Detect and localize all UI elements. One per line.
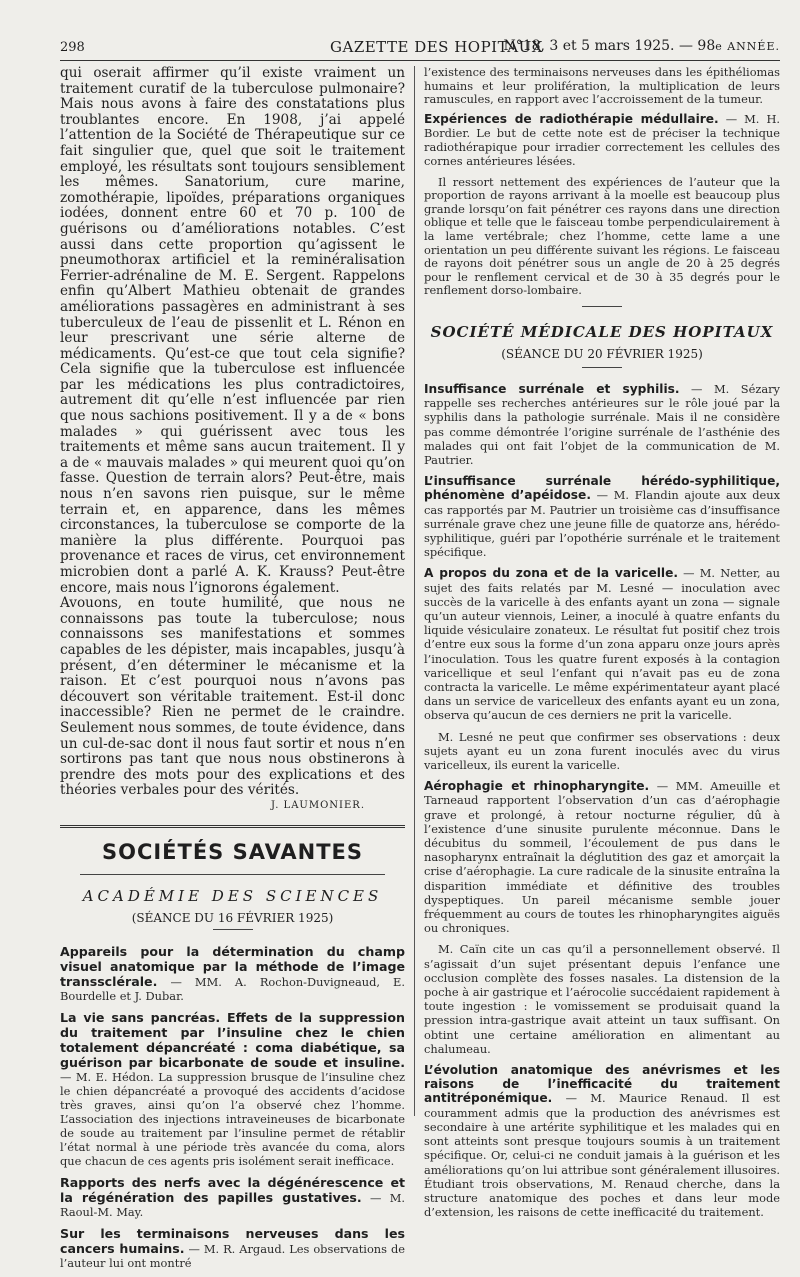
section-title-societes: SOCIÉTÉS SAVANTES bbox=[101, 839, 364, 864]
page-header bbox=[60, 36, 780, 58]
header-rule bbox=[60, 60, 780, 61]
academie-title: ACADÉMIE DES SCIENCES bbox=[82, 886, 383, 905]
academie-entry bbox=[60, 1226, 405, 1270]
smed-entry bbox=[424, 1063, 780, 1219]
entry-text: — M. R. Argaud. Les observations de l’auteur lui ont montré bbox=[60, 1241, 405, 1270]
smed-entry bbox=[424, 382, 780, 467]
entry-text: — M. Flandin ajoute aux deux cas rapportés par M. Pautrier un troisième cas d’insuffisance surrénale grave chez une jeune fille de quatorze ans, hérédo-syphilitique, guéri par l’opothérie surrénale et le traitement spécifique. bbox=[424, 488, 780, 560]
entry-heading: L’insuffisance surrénale hérédo-syphilitique, phénomène d’apéidose. bbox=[424, 474, 780, 503]
smed-entry bbox=[424, 779, 780, 935]
short-rule bbox=[582, 306, 622, 307]
left-column bbox=[60, 66, 405, 1277]
entry-heading: Expériences de radiothérapie médullaire. bbox=[424, 111, 719, 126]
column-divider bbox=[414, 66, 415, 1116]
article-paragraph-2: Avouons, en toute humilité, que nous ne connaissons pas toute la tuberculose; nous connaissons ses manifestations et sommes capables de les dépister, mais incapables, jusqu’à présent, d’en déterminer le mécanisme et la raison. Et c’est pourquoi nous n’avons pas découvert son véritable traitement. Est-il donc inaccessible? Rien ne permet de le craindre. Seulement nous sommes, de toute évidence, dans un cul-de-sac dont il nous faut sortir et nous n’en sortirons pas tant que nous nous obstinerons à prendre des mots pour des explications et des théories verbales pour des vérités. bbox=[60, 595, 405, 799]
entry-text: — M. E. Hédon. La suppression brusque de l’insuline chez le chien dépancréaté a provoqué des accidents d’acidose très graves, ainsi qu’on l’a observé chez l’homme. L’association des injections intraveineuses de bicarbonate de soude au traitement par l’insuline permet de rétablir l’état normal à une période très avancée du coma, alors que chacun de ces agents pris isolément serait inefficace. bbox=[60, 1069, 405, 1168]
right-column bbox=[424, 66, 780, 1226]
entry-paragraph: Il ressort nettement des expériences de l’auteur que la proportion de rayons arrivant à la moelle est beaucoup plus grande lorsqu’on fait pénétrer ces rayons dans une direction oblique et telle que le faisceau tombe perpendiculairement à la lame vertébrale; chez l’homme, cette lame a une orientation un peu différente suivant les régions. Le faisceau de rayons doit pénétrer sous un angle de 20 à 25 degrés pour le renflement cervical et de 30 à 35 degrés pour le renflement dorso-lombaire. bbox=[424, 174, 780, 298]
entry-text: — M. H. Bordier. Le but de cette note est de préciser la technique radiothérapique pour irradier correctement les cellules des cornes antérieures lésées. bbox=[424, 111, 781, 169]
issue-year-label: e ANNÉE. bbox=[715, 40, 780, 53]
entry-text: — M. Maurice Renaud. Il est couramment admis que la production des anévrismes est secondaire à une artérite syphilitique et les malades qui en sont atteints sont presque toujours soumis à un traitement spécifique. Or, celui-ci ne conduit jamais à la guérison et les améliorations qu’on lui attribue sont généralement illusoires. Étudiant trois observations, M. Renaud cherche, dans la structure anatomique des poches et dans leur mode d’extension, les raisons de cette inefficacité du traitement. bbox=[424, 1091, 780, 1220]
issue-number: N°18, 3 et 5 mars 1925. — 98 bbox=[503, 38, 716, 54]
smed-entry bbox=[424, 942, 780, 1056]
academie-entry bbox=[424, 112, 780, 169]
smed-title: SOCIÉTÉ MÉDICALE DES HOPITAUX bbox=[430, 322, 774, 341]
article-paragraph: qui oserait affirmer qu’il existe vraiment un traitement curatif de la tuberculose pulmonaire? Mais nous avons à faire des constatations plus troublantes encore. En 1908, j’ai appelé l’attention de la Société de Thérapeutique sur ce fait singulier que, quel que soit le traitement employé, les résultats sont toujours sensiblement les mêmes. Sanatorium, cure marine, zomothérapie, lipoïdes, préparations organiques iodées, donnent entre 60 et 70 p. 100 de guérisons ou d’améliorations notables. C’est aussi dans cette proportion qu’agissent le pneumothorax artificiel et la reminéralisation Ferrier-adrénaline de M. E. Sergent. Rappelons enfin qu’Albert Mathieu obtenait de grandes améliorations passagères en administrant à ses tuberculeux de l’eau de pissenlit et L. Rénon en leur prescrivant une série alterne de médicaments. Qu’est-ce que tout cela signifie? Cela signifie que la tuberculose est influencée par les médications les plus contradictoires, autrement dit qu’elle n’est influencée par rien que nous sachions positivement. Il y a de « bons malades » qui guérissent avec tous les traitements et même sans aucun traitement. Il y a de « mauvais malades » qui meurent quoi qu’on fasse. Question de terrain alors? Peut-être, mais nous n’en savons rien puisque, sur le même terrain et, en apparence, dans les mêmes circonstances, la tuberculose se comporte de la manière la plus différente. Pourquoi pas provenance et races de virus, cet environnement microbien dont a parlé A. K. Krauss? Peut-être encore, mais nous l’ignorons également. bbox=[60, 65, 405, 596]
section-subrule bbox=[80, 874, 385, 875]
entry-heading: A propos du zona et de la varicelle. bbox=[424, 566, 678, 581]
entry-heading: La vie sans pancréas. Effets de la suppression du traitement par l’insuline chez le chien totalement dépancréaté : coma diabétique, sa guérison par bicarbonate de soude et insuline. bbox=[60, 1009, 405, 1070]
entry-text: — MM. Ameuille et Tarneaud rapportent l’observation d’un cas d’aérophagie grave et prolongé, à retour nocturne régulier, dû à l’existence d’une sinusite purulente méconnue. Dans le décubitus du sommeil, l’écoulement de pus dans le nasopharynx entraînait la déglutition des gaz et amorçait la crise d’aérophagie. La cure radicale de la sinusite entraîna la disparition immédiate et définitive des troubles dyspeptiques. Un pareil mécanisme semble jouer fréquemment au cours de toutes les rhinopharyngites aiguës ou chroniques. bbox=[424, 779, 780, 936]
issue-info bbox=[503, 38, 780, 54]
entry-text: M. Lesné ne peut que confirmer ses observations : deux sujets ayant eu un zona furent inoculés avec du virus varicelleux, ils eurent la varicelle. bbox=[424, 729, 780, 773]
academie-entry bbox=[60, 1175, 405, 1219]
journal-title: GAZETTE DES HOPITAUX bbox=[330, 38, 543, 56]
smed-entry bbox=[424, 730, 780, 773]
continued-text: l’existence des terminaisons nerveuses dans les épithéliomas humains et leur prolifération, la multiplication de leurs ramuscules, en rapport avec l’accroissement de la tumeur. bbox=[424, 65, 780, 107]
short-rule bbox=[213, 929, 253, 930]
entry-text: — M. Raoul-M. May. bbox=[60, 1190, 405, 1219]
entry-heading: Appareils pour la détermination du champ visuel anatomique par la méthode de l’image transsclérale. bbox=[60, 943, 405, 989]
entry-heading: Rapports des nerfs avec la dégénérescence et la régénération des papilles gustatives. bbox=[60, 1174, 405, 1205]
academie-entry bbox=[60, 1010, 405, 1168]
entry-heading: L’évolution anatomique des anévrismes et les raisons de l’inefficacité du traitement antitréponémique. bbox=[424, 1063, 780, 1106]
article-byline: J. LAUMONIER. bbox=[270, 799, 365, 811]
entry-heading: Sur les terminaisons nerveuses dans les cancers humains. bbox=[60, 1225, 405, 1256]
academie-entry bbox=[60, 944, 405, 1003]
entry-text: M. Caïn cite un cas qu’il a personnellement observé. Il s’agissait d’un sujet présentant depuis l’enfance une occlusion complète des fosses nasales. La distension de la poche à air gastrique et l’aérocolie succédaient rapidement à toute ingestion : le vomissement se produisait quand la pression intra-gastrique avait atteint un taux suffisant. On obtint une certaine amélioration en alimentant au chalumeau. bbox=[424, 942, 780, 1056]
smed-entry bbox=[424, 566, 780, 722]
section-rule bbox=[60, 825, 405, 828]
page-number: 298 bbox=[60, 40, 85, 55]
entry-text: — M. Netter, au sujet des faits relatés par M. Lesné — inoculation avec succès de la varicelle à des enfants ayant un zona — signale qu’un auteur viennois, Leiner, a inoculé à quatre enfants du liquide vésiculaire zonateux. Le résultat fut positif chez trois d’entre eux sous la forme d’un zona apparu onze jours après l’inoculation. Tous les quatre furent exposés à la contagion varicellique et seul l’enfant qui n’avait pas eu de zona contracta la varicelle. Le même expérimentateur ayant placé dans un service de varicelleux des enfants ayant eu un zona, observa qu’aucun de ces derniers ne prit la varicelle. bbox=[424, 566, 780, 723]
academie-seance: (SÉANCE DU 16 FÉVRIER 1925) bbox=[131, 910, 334, 925]
entry-heading: Insuffisance surrénale et syphilis. bbox=[424, 381, 680, 396]
entry-heading: Aérophagie et rhinopharyngite. bbox=[424, 779, 650, 794]
smed-entry bbox=[424, 474, 780, 559]
smed-seance: (SÉANCE DU 20 FÉVRIER 1925) bbox=[501, 346, 703, 361]
entry-text: — M. Sézary rappelle ses recherches antérieures sur le rôle joué par la syphilis dans la pathologie surrénale. Mais il ne considère pas comme démontrée l’origine surrénale de l’asthénie des malades qui ont fait l’objet de la communication de M. Pautrier. bbox=[424, 381, 780, 467]
entry-text: — MM. A. Rochon-Duvigneaud, E. Bourdelle et J. Dubar. bbox=[60, 974, 405, 1003]
short-rule bbox=[582, 367, 622, 368]
